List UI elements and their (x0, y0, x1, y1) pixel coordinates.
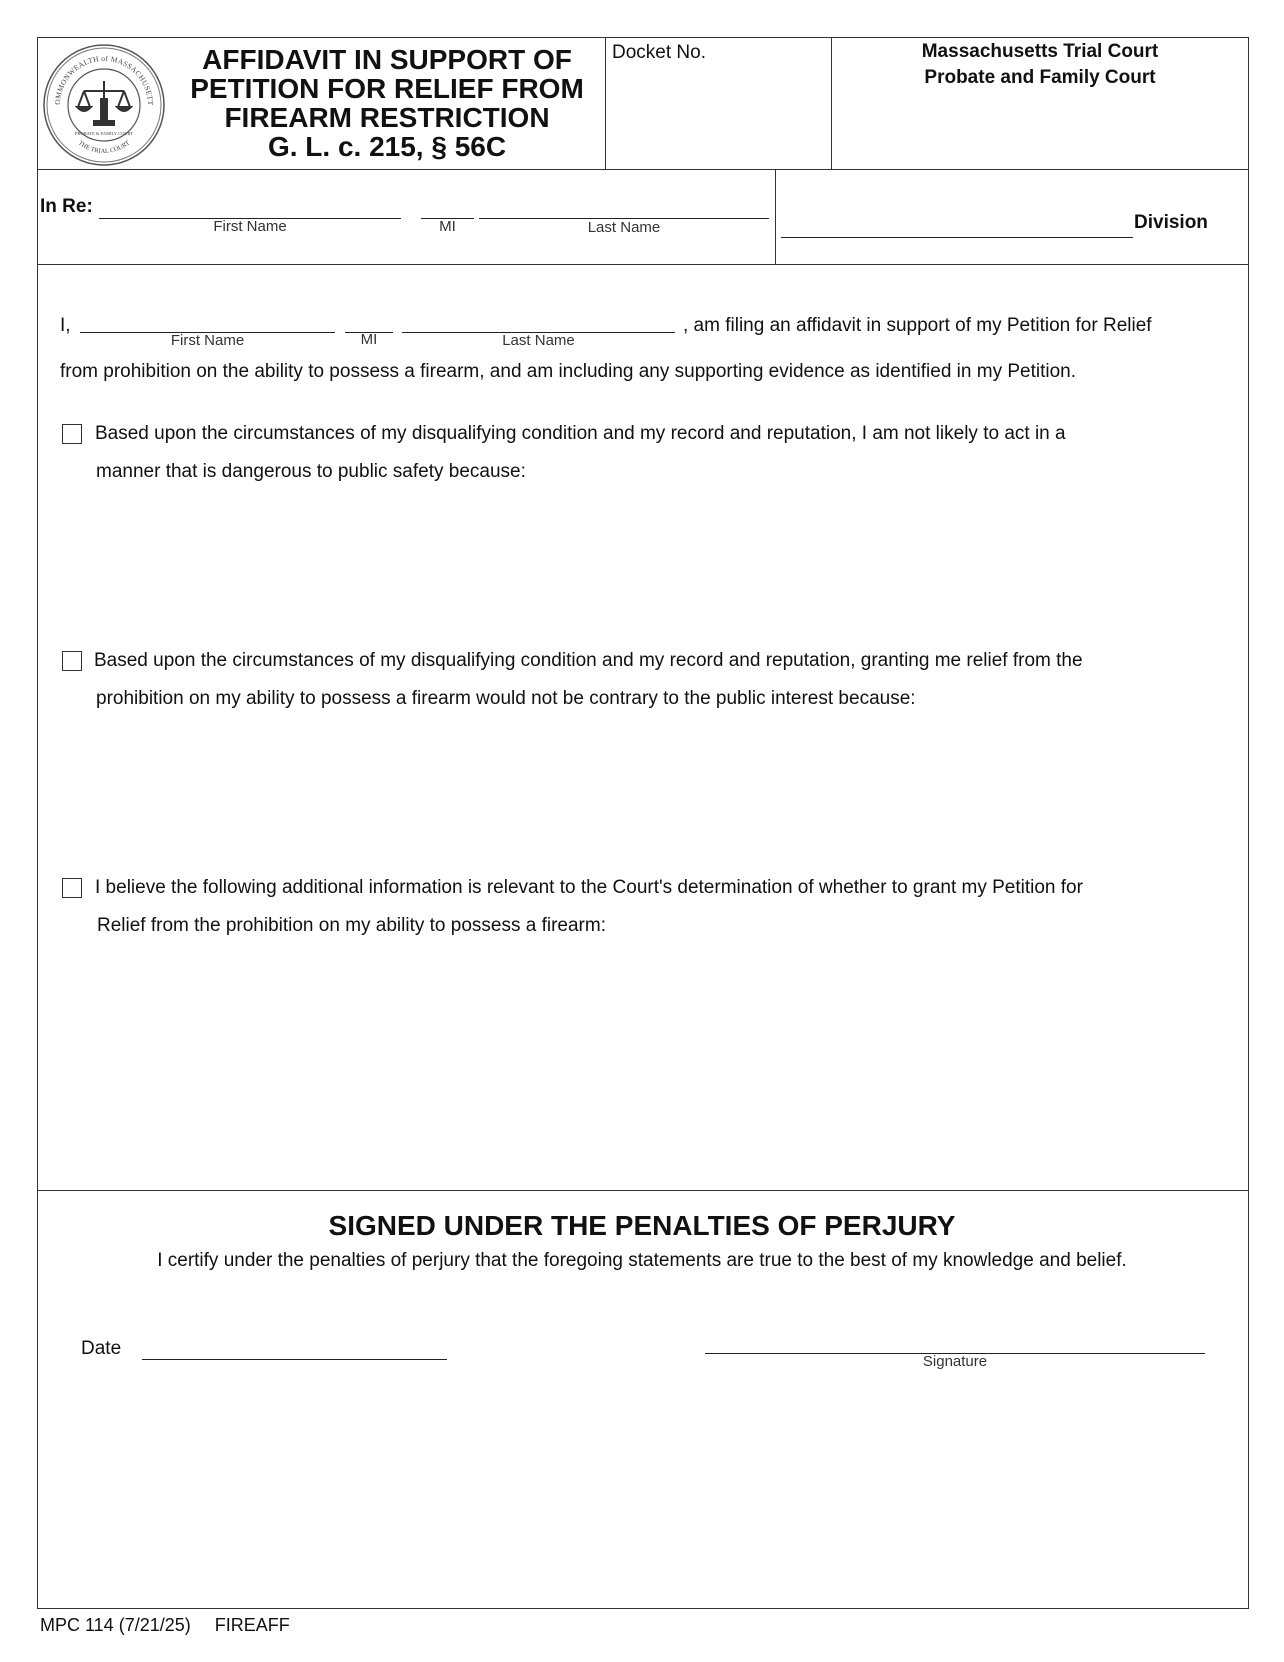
docket-label: Docket No. (612, 42, 706, 63)
perjury-heading: SIGNED UNDER THE PENALTIES OF PERJURY (328, 1210, 956, 1241)
option-1-response-area[interactable] (95, 490, 1225, 630)
title-docket-divider (605, 37, 606, 169)
date-field[interactable] (142, 1359, 447, 1360)
option-2-line-1: Based upon the circumstances of my disqualifying condition and my record and reputation, granting me relief from the (94, 650, 1083, 671)
docket-court-divider (831, 37, 832, 169)
svg-text:COMMONWEALTH of MASSACHUSETTS (42, 43, 155, 106)
statement-line-2: from prohibition on the ability to possess a firearm, and am including any supporting evidence as identified in my Petition. (60, 361, 1076, 382)
form-title (172, 45, 602, 161)
signature-label: Signature (922, 1353, 988, 1370)
seal-bottom-text: THE TRIAL COURT (76, 139, 132, 156)
in-re-first-name-label: First Name (213, 218, 287, 235)
option-2-line-2: prohibition on my ability to possess a firearm would not be contrary to the public interest because: (96, 688, 916, 709)
statement-first-name-label: First Name (170, 332, 245, 349)
court-name (835, 39, 1245, 91)
title-line-4: G. L. c. 215, § 56C (267, 131, 507, 162)
option-3-line-2: Relief from the prohibition on my ability to possess a firearm: (97, 915, 606, 936)
form-code: FIREAFF (214, 1615, 290, 1635)
in-re-last-name-label: Last Name (587, 219, 661, 236)
scales-icon (77, 81, 131, 125)
docket-field[interactable] (610, 68, 826, 164)
option-1-line-2: manner that is dangerous to public safety because: (96, 461, 526, 482)
perjury-divider (37, 1190, 1248, 1191)
header-divider (37, 169, 1248, 170)
in-re-divider (37, 264, 1248, 265)
svg-text:THE TRIAL COURT (77, 140, 131, 156)
in-re-label: In Re: (40, 196, 93, 217)
option-3-checkbox[interactable] (62, 878, 82, 898)
in-re-mi-label: MI (439, 218, 456, 235)
option-3-response-area[interactable] (95, 944, 1225, 1179)
title-line-3: FIREARM RESTRICTION (224, 102, 550, 133)
title-line-2: PETITION FOR RELIEF FROM (190, 73, 584, 104)
statement-prefix: I, (60, 315, 71, 336)
date-label: Date (81, 1338, 122, 1359)
statement-mi-label: MI (360, 331, 378, 348)
form-id: MPC 114 (7/21/25) (40, 1615, 191, 1635)
option-3-line-1: I believe the following additional information is relevant to the Court's determination of whether to grant my Petition for (95, 877, 1083, 898)
option-1-checkbox[interactable] (62, 424, 82, 444)
court-line-2: Probate and Family Court (924, 67, 1156, 88)
court-seal (42, 43, 166, 167)
perjury-certify-text: I certify under the penalties of perjury that the foregoing statements are true to the best of my knowledge and belief. (157, 1250, 1127, 1271)
in-re-division-divider (775, 169, 776, 264)
court-line-1: Massachusetts Trial Court (921, 41, 1159, 62)
seal-mid-text: PROBATE & FAMILY COURT (74, 131, 134, 136)
title-line-1: AFFIDAVIT IN SUPPORT OF (202, 44, 572, 75)
statement-last-name-label: Last Name (502, 332, 575, 349)
seal-top-text: OMMONWEALTH of MASSACHUSETT (52, 53, 156, 106)
option-1-line-1: Based upon the circumstances of my disqualifying condition and my record and reputation, I am not likely to act in a (95, 423, 1066, 444)
division-label: Division (1134, 212, 1208, 233)
option-2-checkbox[interactable] (62, 651, 82, 671)
option-2-response-area[interactable] (95, 716, 1225, 856)
statement-suffix: , am filing an affidavit in support of my Petition for Relief (683, 315, 1152, 336)
division-field[interactable] (781, 237, 1133, 238)
footer (40, 1615, 290, 1636)
